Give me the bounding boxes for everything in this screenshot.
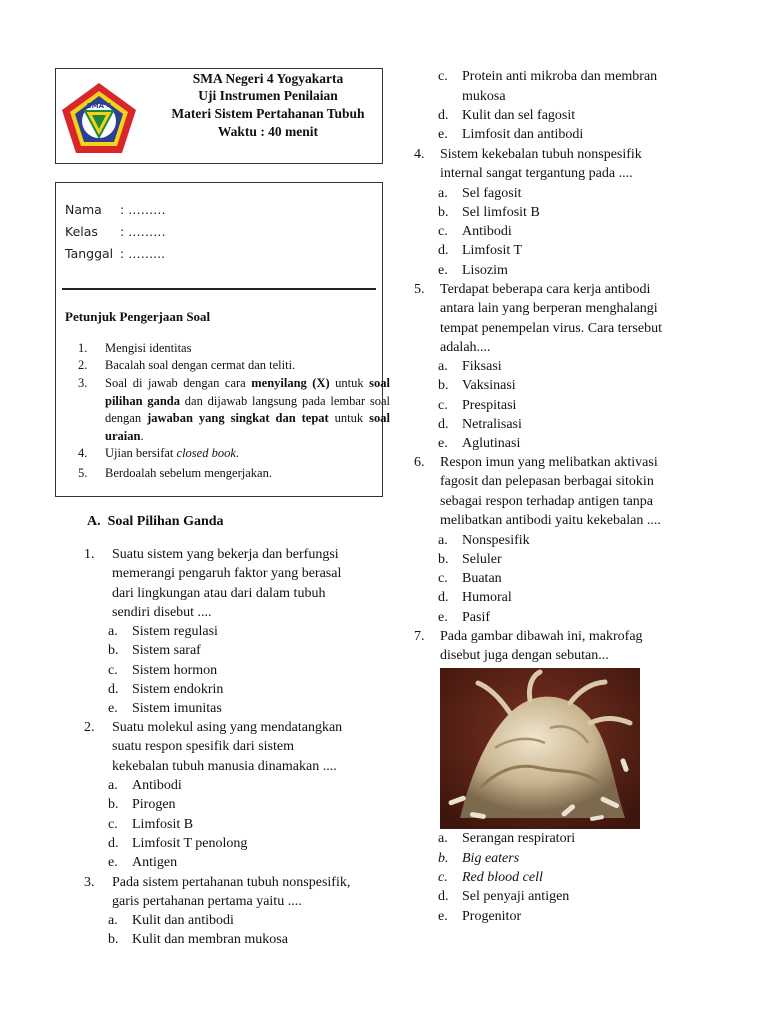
divider [62, 288, 376, 290]
identity-kelas[interactable]: Kelas : ……… [65, 224, 166, 239]
macrophage-image [440, 668, 640, 829]
instructions-title: Petunjuk Pengerjaan Soal [65, 309, 211, 324]
school-name: SMA Negeri 4 Yogyakarta [192, 71, 344, 86]
school-logo [59, 79, 139, 159]
identity-box: Nama : ……… Kelas : ……… Tanggal : ……... Petunjuk Pengerjaan Soal 1. Mengisi identitas 2. Bacalah soal dengan cermat dan teliti. 3. Soal di jawab dengan cara menyilang (X) untuk soal pilihan ganda dan dijawab langsung pada lembar soal dengan jawaban yang singkat dan tepat untuk soal uraian. 4. Ujian bersifat closed book. 5. Berdoalah sebelum mengerjakan. [55, 182, 383, 497]
time-info: Waktu : 40 menit [217, 124, 319, 139]
identity-tanggal[interactable]: Tanggal : ……... [65, 246, 166, 261]
header-box [55, 68, 383, 164]
identity-nama[interactable]: Nama : ……… [65, 202, 166, 217]
section-title: A. Soal Pilihan Ganda [87, 514, 224, 529]
logo-text: SMA 4 [86, 102, 112, 110]
subject-name: Materi Sistem Pertahanan Tubuh [171, 106, 365, 121]
test-name: Uji Instrumen Penilaian [198, 88, 338, 103]
